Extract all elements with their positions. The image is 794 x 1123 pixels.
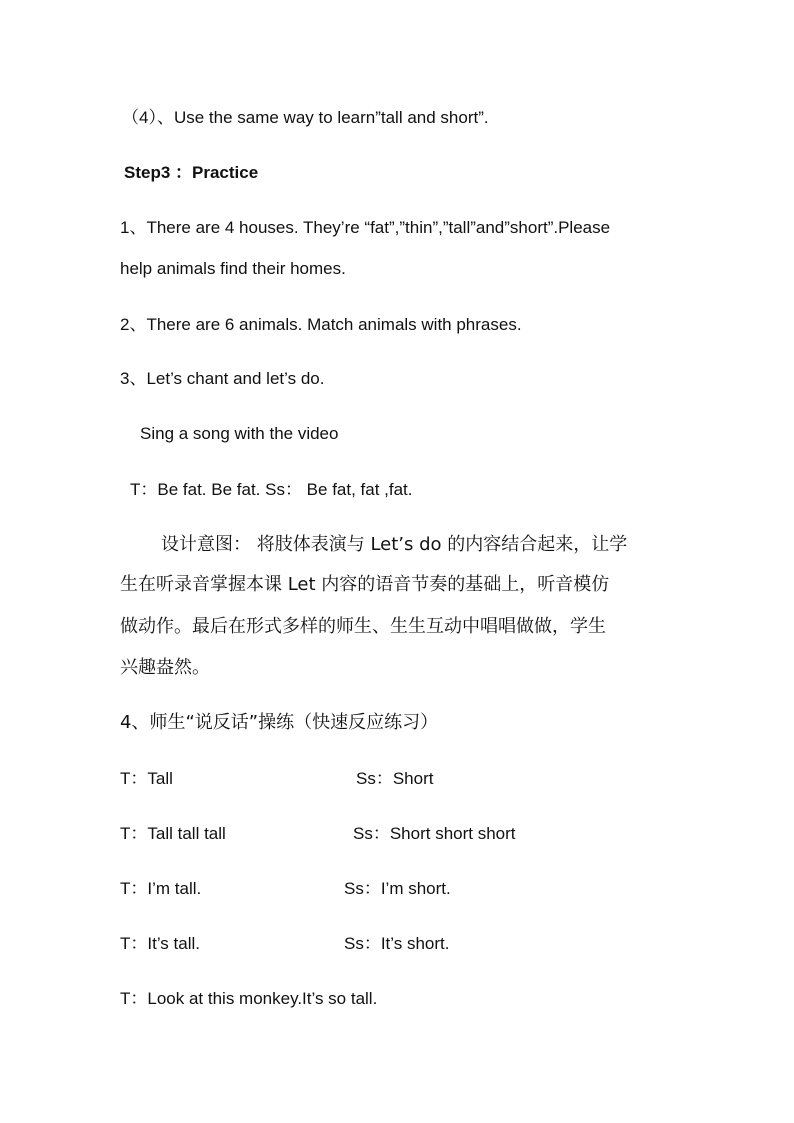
design-intent-line-2: 生在听录音掌握本课 Let 内容的语音节奏的基础上，听音模仿 bbox=[120, 574, 610, 595]
design-intent-line-1: 设计意图： 将肢体表演与 Let’s do 的内容结合起来，让学 bbox=[161, 534, 628, 555]
practice-item-2: 2、There are 6 animals. Match animals with phrases. bbox=[120, 315, 522, 334]
sing-song-line: Sing a song with the video bbox=[140, 424, 339, 443]
design-intent-line-3: 做动作。最后在形式多样的师生、生生互动中唱唱做做，学生 bbox=[120, 616, 606, 637]
drill-row-2 bbox=[120, 823, 516, 845]
step3-heading: Step3 ：Practice bbox=[124, 163, 259, 182]
drill-teacher: T：Tall tall tall bbox=[120, 824, 226, 843]
drill-students: Ss：Short short short bbox=[353, 824, 516, 843]
practice-item-3: 3、Let’s chant and let’s do. bbox=[120, 369, 325, 388]
design-intent-line-4: 兴趣盎然。 bbox=[120, 657, 210, 678]
final-line: T：Look at this monkey.It’s so tall. bbox=[120, 989, 378, 1008]
drill-teacher: T：Tall bbox=[120, 769, 173, 788]
practice-item-1-line-2: help animals find their homes. bbox=[120, 259, 346, 278]
drill-students: Ss：It’s short. bbox=[344, 934, 450, 953]
drill-row-1 bbox=[120, 768, 434, 790]
drill-teacher: T：I’m tall. bbox=[120, 879, 202, 898]
drill-students: Ss：I’m short. bbox=[344, 879, 451, 898]
drill-row-4 bbox=[120, 933, 450, 955]
practice-item-1-line-1: 1、There are 4 houses. They’re “fat”,”thin”,”tall”and”short”.Please bbox=[120, 218, 611, 237]
step-note: （4）、Use the same way to learn”tall and short”. bbox=[122, 108, 489, 127]
item-4-heading: 4、师生“说反话”操练（快速反应练习） bbox=[120, 712, 439, 733]
drill-teacher: T：It’s tall. bbox=[120, 934, 200, 953]
chant-line: T：Be fat. Be fat. Ss： Be fat, fat ,fat. bbox=[130, 480, 413, 499]
drill-students: Ss：Short bbox=[356, 769, 434, 788]
drill-row-3 bbox=[120, 878, 451, 900]
